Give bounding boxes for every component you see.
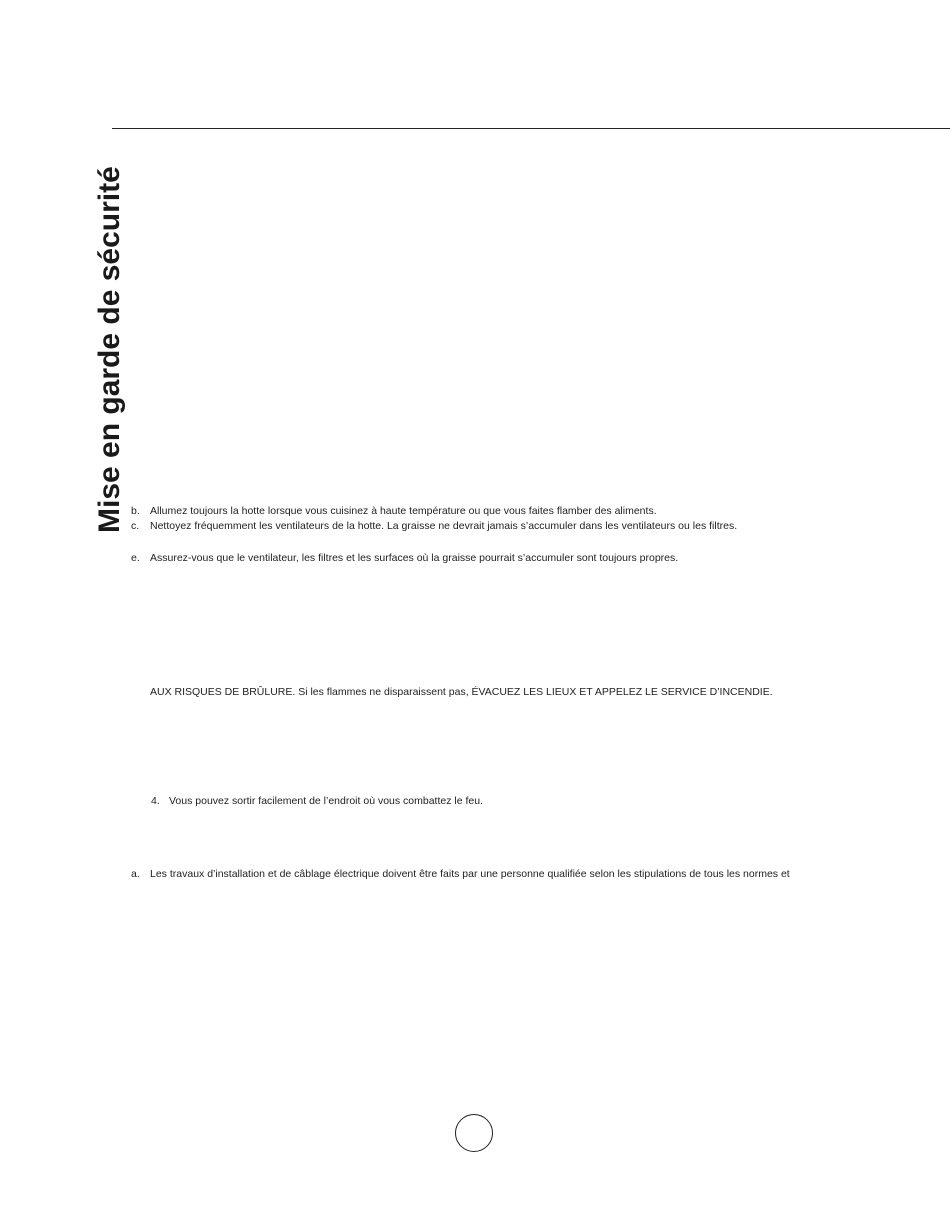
item-text-b: Allumez toujours la hotte lorsque vous cuisinez à haute température ou que vous faites flamber des aliments.	[150, 505, 657, 517]
item-text-c: Nettoyez fréquemment les ventilateurs de la hotte. La graisse ne devrait jamais s’accumuler dans les ventilateurs ou les filtres.	[150, 520, 738, 532]
installation-item-marker: a.	[131, 868, 140, 880]
numbered-item-text: Vous pouvez sortir facilement de l’endroit où vous combattez le feu.	[169, 795, 484, 807]
top-rule	[112, 128, 950, 129]
item-marker-e: e.	[131, 552, 140, 564]
item-text-e: Assurez-vous que le ventilateur, les filtres et les surfaces où la graisse pourrait s’accumuler sont toujours propres.	[150, 552, 679, 564]
numbered-item-marker: 4.	[151, 795, 160, 807]
installation-item-text: Les travaux d’installation et de câblage électrique doivent être faits par une personne qualifiée selon les stipulations de tous les normes et	[150, 868, 790, 880]
item-marker-b: b.	[131, 505, 140, 517]
section-title: Mise en garde de sécurité	[93, 166, 126, 533]
fire-warning-text: AUX RISQUES DE BRÛLURE. Si les flammes ne disparaissent pas, ÉVACUEZ LES LIEUX ET APPELEZ LE SERVICE D’INCENDIE.	[150, 686, 773, 698]
item-marker-c: c.	[131, 520, 140, 532]
page-number-circle	[455, 1114, 493, 1152]
